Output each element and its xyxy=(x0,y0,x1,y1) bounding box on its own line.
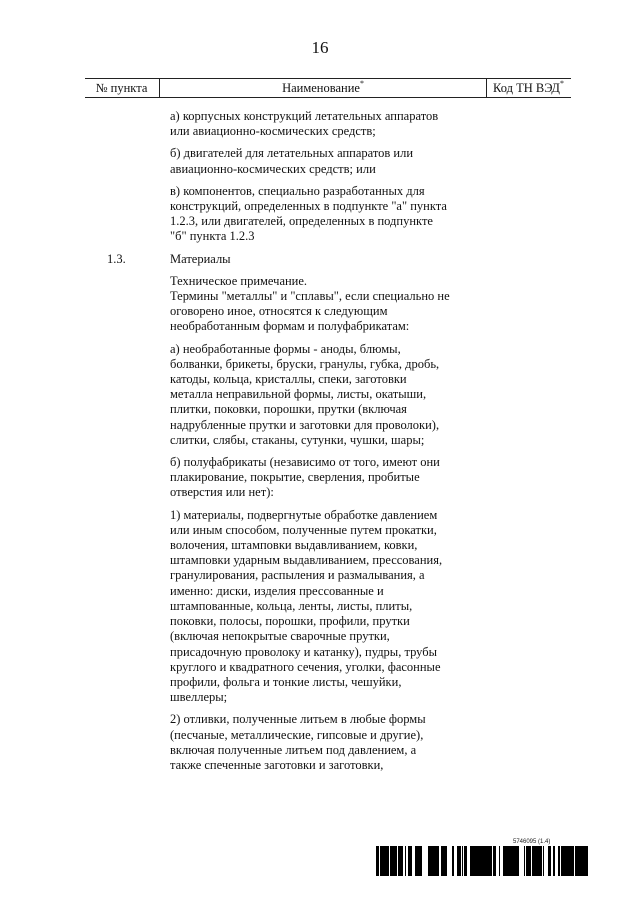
paragraph: а) необработанные формы - аноды, блюмы, болванки, брикеты, бруски, гранулы, губка, дробь, катоды, кольца, кристаллы, спеки, заготовки металла неправильной формы, листы, окатыши, плитки, поковки, порошки, прутки (включая надрубленные прутки и заготовки для проволоки), слитки, слябы, стаканы, сутунки, чушки, шары; xyxy=(170,341,440,447)
header-name: Наименование* xyxy=(159,79,487,97)
item-number: 1.3. xyxy=(107,251,126,266)
paragraph: Термины "металлы" и "сплавы", если специально не оговорено иное, относятся к следующим необработанным формам и полуфабрикатам: xyxy=(170,289,450,334)
section-title: Материалы xyxy=(170,251,231,266)
item-number xyxy=(85,109,170,252)
paragraph: а) корпусных конструкций летательных аппаратов или авиационно-космических средств; xyxy=(170,109,439,139)
paragraph: 1) материалы, подвергнутые обработке давлением или иным способом, полученные путем прокатки, волочения, штамповки выдавливанием, ковки, штамповки ударным выдавливанием, прессования, гранулирования, распыления и размалывания, а именно: диски, изделия прессованные и штампованные, кольца, ленты, листы, плиты, поковки, полосы, порошки, профили, прутки (включая непокрытые сварочные прутки, присадочную проволоку и катанку), пудры, трубы круглого и квадратного сечения, уголки, фасонные профили, фольга и тонкие листы, чешуйки, швеллеры; xyxy=(170,507,443,705)
barcode xyxy=(376,846,588,876)
item-text xyxy=(170,109,450,252)
document-code: 5746095 (1.4) xyxy=(513,839,551,845)
table-row xyxy=(85,252,571,781)
header-item-number: № пункта xyxy=(95,81,148,95)
header-code: Код ТН ВЭД* xyxy=(493,79,564,95)
page-number: 16 xyxy=(311,38,329,57)
technical-note-heading: Техническое примечание. xyxy=(170,273,308,288)
paragraph: б) полуфабрикаты (независимо от того, имеют они плакирование, покрытие, сверления, пробитые отверстия или нет): xyxy=(170,455,440,500)
table-header xyxy=(85,78,571,98)
table-body xyxy=(85,109,571,780)
paragraph: 2) отливки, полученные литьем в любые формы (песчаные, металлические, гипсовые и другие), включая полученные литьем под давлением, а также спеченные заготовки и заготовки, xyxy=(170,712,426,772)
paragraph: в) компонентов, специально разработанных для конструкций, определенных в подпункте "а" пункта 1.2.3, или двигателей, определенных в подпункте "б" пункта 1.2.3 xyxy=(170,183,447,244)
table-row xyxy=(85,109,571,252)
paragraph: б) двигателей для летательных аппаратов или авиационно-космических средств; или xyxy=(170,146,414,176)
item-text xyxy=(170,252,450,781)
